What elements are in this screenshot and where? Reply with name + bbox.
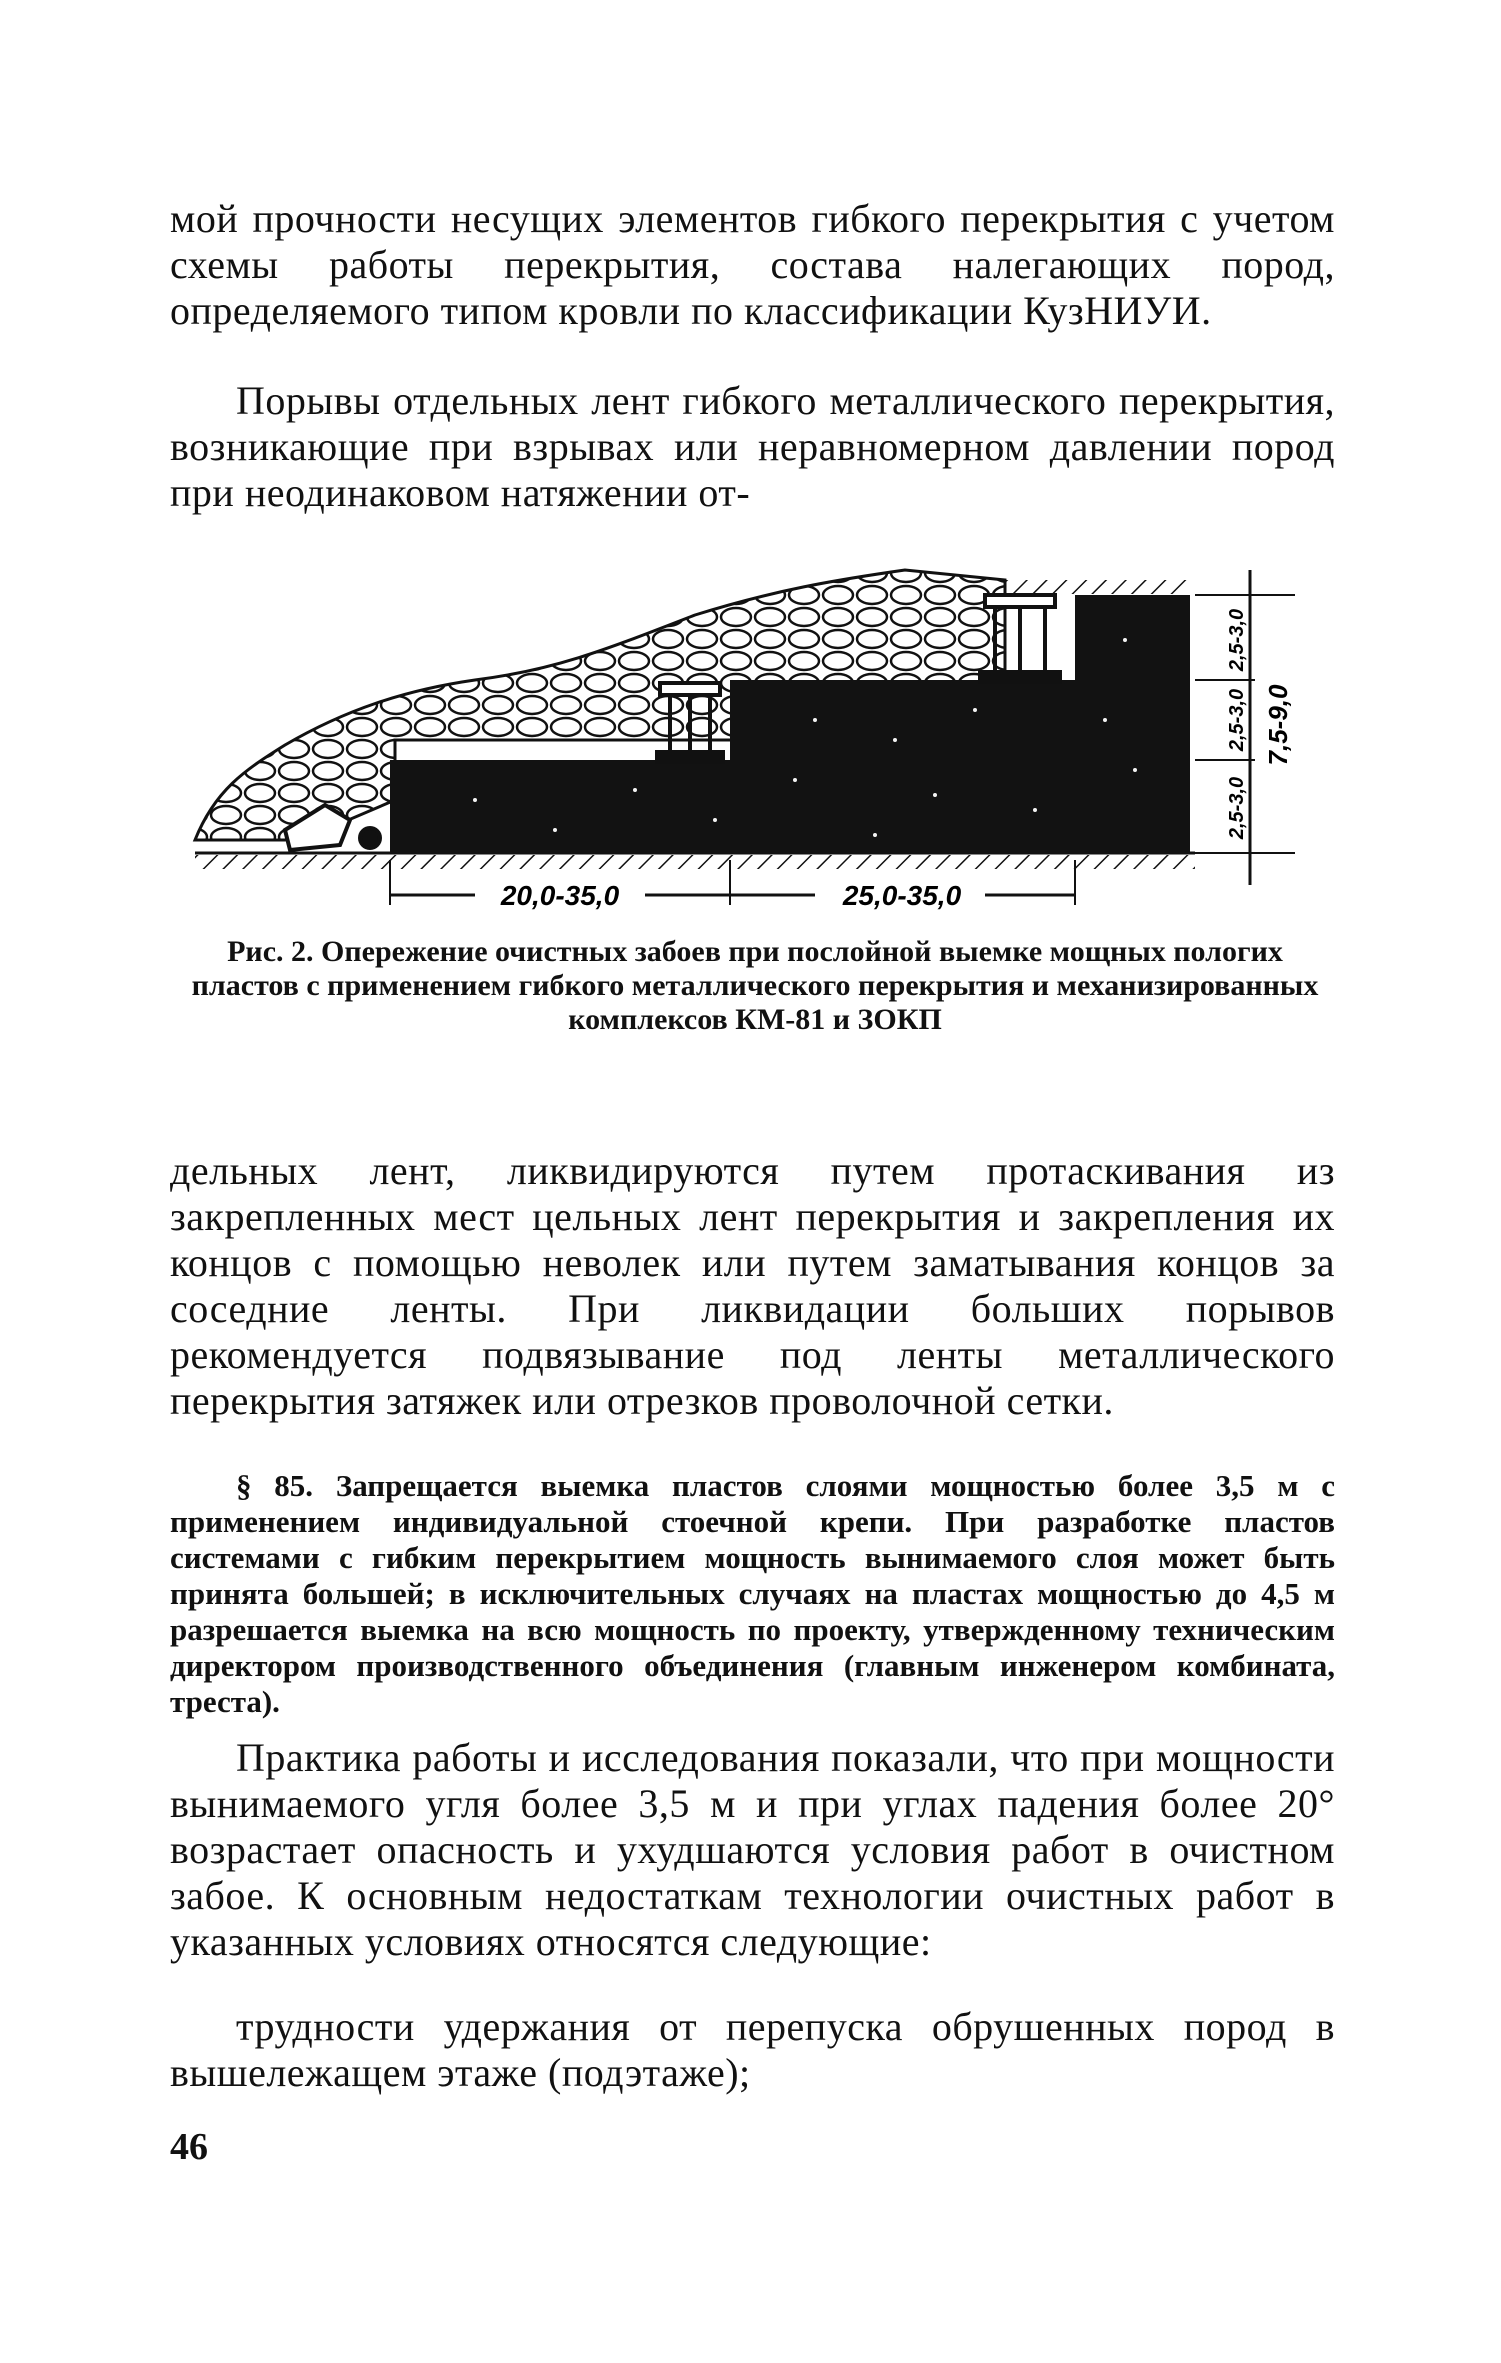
caption-lead: Рис. 2. <box>227 935 314 968</box>
caption-text: Опережение очистных забоев при послойной выемке мощных пологих пластов с применением гибкого металлического перекрытия и механизированных комплексов КМ-81 и ЗОКП <box>191 935 1319 1036</box>
dim-label-right: 25,0-35,0 <box>842 880 962 911</box>
floor-hatch <box>195 855 1195 869</box>
roof-hatch <box>1005 580 1190 594</box>
paragraph-1: мой прочности несущих элементов гибкого перекрытия с учетом схемы работы перекрытия, состава налегающих пород, определяемого типом кровли по классификации КузНИУИ. <box>170 196 1335 333</box>
figure-caption <box>175 935 1335 1037</box>
dim-label-left: 20,0-35,0 <box>500 880 620 911</box>
dim-label-layer-lower: 2,5-3,0 <box>1226 776 1248 840</box>
figure-diagram <box>175 540 1335 925</box>
paragraph-2: Порывы отдельных лент гибкого металлического перекрытия, возникающие при взрывах или неравномерном давлении пород при неодинаковом натяжении от- <box>170 378 1335 515</box>
coal-layer-lower <box>390 760 1190 853</box>
page-number: 46 <box>170 2126 208 2168</box>
dim-label-total: 7,5-9,0 <box>1263 684 1293 766</box>
dim-label-layer-middle: 2,5-3,0 <box>1226 688 1248 752</box>
dim-label-layer-upper: 2,5-3,0 <box>1226 608 1248 672</box>
paragraph-6: трудности удержания от перепуска обрушенных пород в вышележащем этаже (подэтаже); <box>170 2004 1335 2095</box>
coal-layer-upper <box>1075 595 1190 682</box>
paragraph-5: Практика работы и исследования показали, что при мощности вынимаемого угля более 3,5 м и при углах падения более 20° возрастает опасность и ухудшаются условия работ в очистном забое. К основным недостаткам технологии очистных работ в указанных условиях относятся следующие: <box>170 1735 1335 1964</box>
paragraph-4: § 85. Запрещается выемка пластов слоями мощностью более 3,5 м с применением индивидуальной стоечной крепи. При разработке пластов системами с гибким перекрытием мощность вынимаемого слоя может быть принята большей; в исключительных случаях на пластах мощностью до 4,5 м разрешается выемка на всю мощность по проекту, утвержденному техническим директором производственного объединения (главным инженером комбината, треста). <box>170 1468 1335 1719</box>
coal-layer-middle <box>730 680 1190 762</box>
paragraph-3: дельных лент, ликвидируются путем протаскивания из закрепленных мест цельных лент перекрытия и закрепления их концов с помощью неволек или путем заматывания концов за соседние ленты. При ликвидации больших порывов рекомендуется подвязывание под ленты металлического перекрытия затяжек или отрезков проволочной сетки. <box>170 1148 1335 1423</box>
